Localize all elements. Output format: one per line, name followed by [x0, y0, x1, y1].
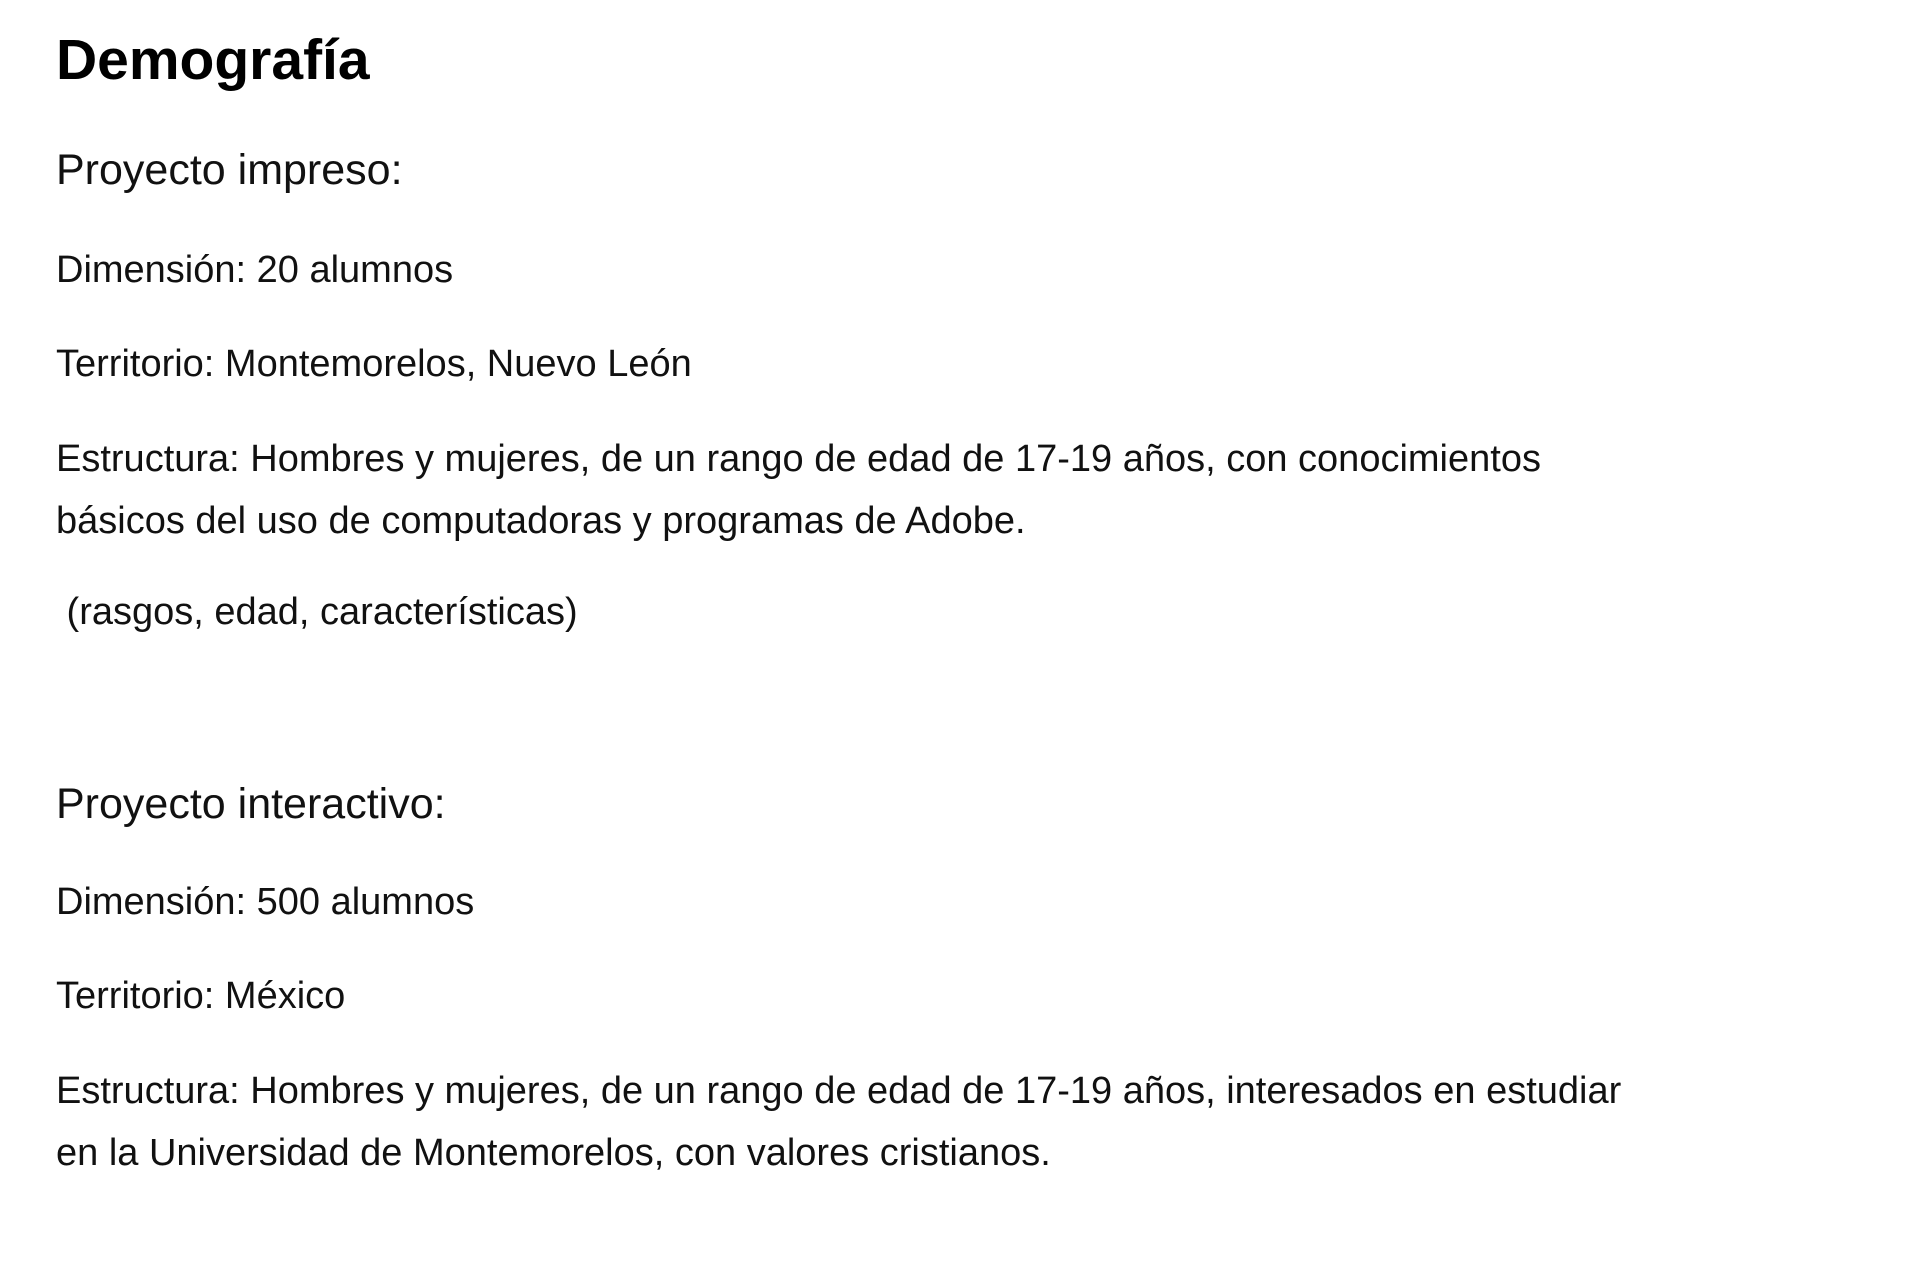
- interactive-project-structure-line-2: en la Universidad de Montemorelos, con valores cristianos.: [56, 1132, 1051, 1174]
- interactive-project-structure: [56, 1060, 1886, 1184]
- print-project-heading: Proyecto impreso:: [56, 146, 403, 194]
- print-project-structure: [56, 428, 1886, 552]
- print-project-structure-line-2: básicos del uso de computadoras y programas de Adobe.: [56, 500, 1026, 542]
- interactive-project-structure-line-1: Estructura: Hombres y mujeres, de un rango de edad de 17-19 años, interesados en estudiar: [56, 1070, 1622, 1112]
- print-project-structure-line-1: Estructura: Hombres y mujeres, de un rango de edad de 17-19 años, con conocimientos: [56, 438, 1541, 480]
- print-project-territory: Territorio: Montemorelos, Nuevo León: [56, 343, 692, 385]
- interactive-project-dimension: Dimensión: 500 alumnos: [56, 881, 475, 923]
- print-project-note: (rasgos, edad, características): [56, 591, 578, 633]
- page-title: Demografía: [56, 28, 370, 92]
- interactive-project-territory: Territorio: México: [56, 975, 346, 1017]
- print-project-dimension: Dimensión: 20 alumnos: [56, 249, 454, 291]
- interactive-project-heading: Proyecto interactivo:: [56, 780, 446, 828]
